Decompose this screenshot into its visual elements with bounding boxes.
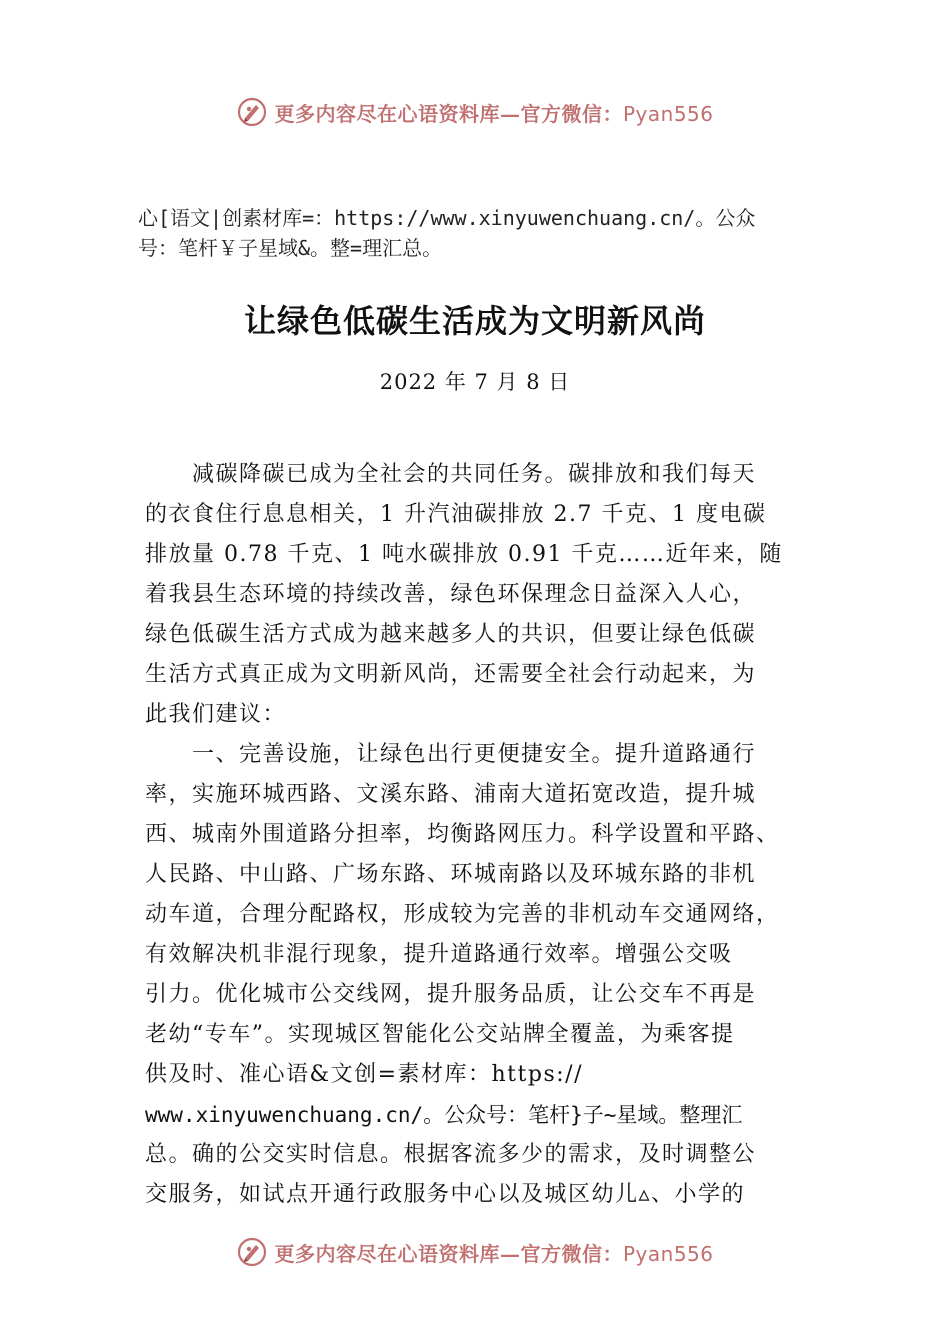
- body-line: 人民路、中山路、广场东路、环城南路以及环城东路的非机: [145, 862, 757, 887]
- body-line: 引力。优化城市公交线网，提升服务品质，让公交车不再是: [145, 982, 757, 1007]
- footer-banner: [0, 1232, 950, 1272]
- watermark-line: 号：笔杆￥子星域&。整=理汇总。: [138, 236, 443, 260]
- body-line: 总。确的公交实时信息。根据客流多少的需求，及时调整公: [145, 1142, 757, 1167]
- body-line: 老幼“专车”。实现城区智能化公交站牌全覆盖，为乘客提: [145, 1022, 735, 1047]
- body-line: 有效解决机非混行现象，提升道路通行效率。增强公交吸: [145, 942, 733, 967]
- body-line: 的衣食住行息息相关，1 升汽油碳排放 2.7 千克、1 度电碳: [145, 502, 767, 527]
- body-line-url: www.xinyuwenchuang.cn/。公众号：笔杆}子~星域。整理汇: [145, 1103, 743, 1127]
- wechat-id: Pyan556: [622, 1241, 714, 1266]
- page-title: 让绿色低碳生活成为文明新风尚: [243, 302, 706, 340]
- body-line: 生活方式真正成为文明新风尚，还需要全社会行动起来，为: [145, 662, 757, 687]
- body-line: 动车道，合理分配路权，形成较为完善的非机动车交通网络，: [145, 902, 780, 927]
- article-body: [145, 455, 815, 1215]
- body-line: 排放量 0.78 千克、1 吨水碳排放 0.91 千克……近年来，随: [145, 542, 783, 567]
- body-line: 此我们建议：: [145, 702, 287, 727]
- watermark-line: 心[语文|创素材库=：https://www.xinyuwenchuang.cn/。公众: [138, 206, 756, 230]
- document-date: 2022 年 7 月 8 日: [379, 370, 571, 394]
- body-line: 一、完善设施，让绿色出行更便捷安全。提升道路通行: [145, 742, 757, 767]
- body-line: 率，实施环城西路、文溪东路、浦南大道拓宽改造，提升城: [145, 782, 757, 807]
- pen-logo-icon: [236, 1236, 268, 1268]
- body-line: 着我县生态环境的持续改善，绿色环保理念日益深入人心，: [145, 582, 757, 607]
- body-line: 西、城南外围道路分担率，均衡路网压力。科学设置和平路、: [145, 822, 780, 847]
- pen-logo-icon: [236, 96, 268, 128]
- body-line: 绿色低碳生活方式成为越来越多人的共识，但要让绿色低碳: [145, 622, 757, 647]
- body-line: 供及时、准心语&文创=素材库：https://: [145, 1062, 583, 1087]
- banner-text: 更多内容尽在心语资料库—官方微信：Pyan556: [274, 101, 714, 126]
- header-banner: [0, 92, 950, 132]
- watermark-text: [138, 203, 838, 263]
- body-line: 交服务，如试点开通行政服务中心以及城区幼儿▵、小学的: [145, 1182, 746, 1207]
- wechat-id: Pyan556: [622, 101, 714, 126]
- body-line: 减碳降碳已成为全社会的共同任务。碳排放和我们每天: [145, 462, 757, 487]
- banner-text: 更多内容尽在心语资料库—官方微信：Pyan556: [274, 1241, 714, 1266]
